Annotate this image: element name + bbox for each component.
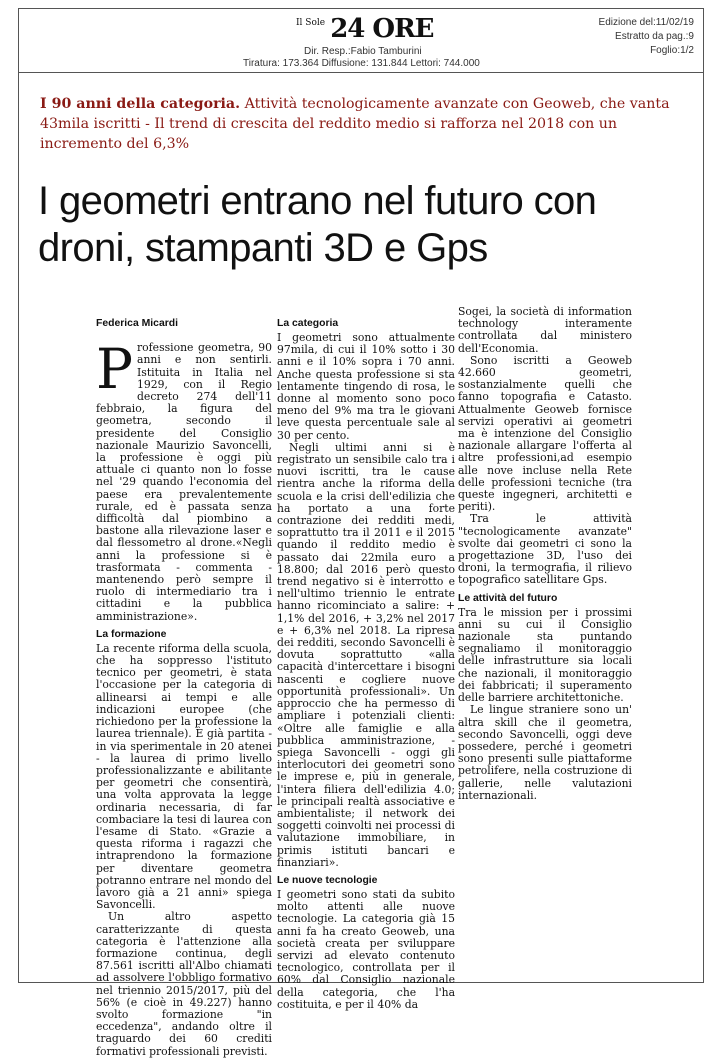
byline: Federica Micardi: [96, 318, 179, 329]
logo-small-text: Il Sole: [296, 18, 326, 28]
edition-meta: [599, 16, 694, 58]
header-divider: [18, 72, 704, 73]
lead-paragraph: Professione geometra, 90 anni e non sentirli. Istituita in Italia nel 1929, con il Regio decreto 274 dell'11 febbraio, la figura del geometra, secondo il presidente del Consiglio nazionale Maurizio Savoncelli, la professione è oggi più attuale ci quanto non lo fosse nel '29 quando l'economia del paese era prevalentemente rurale, ed è passata senza difficoltà dal piombino a bastone alla rilevazione laser e dal flessometro al drone.«Negli anni la professione si è trasformata - commenta - mantenendo però sempre il ruolo di intermediario tra i cittadini e la pubblica amministrazione».: [96, 337, 272, 623]
subhead-formazione: La formazione: [96, 628, 167, 640]
kicker-text: Attività tecnologicamente avanzate con Geoweb, che vanta 43mila iscritti - Il trend di crescita del reddito medio si rafforza nel 2018 con un incremento del 6,3%: [40, 96, 670, 152]
paragraph: I geometri sono stati da subito molto attenti alle nuove tecnologie. La categoria già 15 anni fa ha creato Geoweb, una società creata per sviluppare servizi ad elevato contenuto tecnologico, controllata per il 60% dal Consiglio nazionale della categoria, che l'ha costituita, e per il 40% da: [277, 887, 455, 1011]
article-headline: I geometri entrano nel futuro con droni, stampanti 3D e Gps: [38, 179, 597, 270]
drop-cap: P: [96, 337, 134, 402]
circulation-line: Tiratura: 173.364 Diffusione: 131.844 Lettori: 744.000: [243, 58, 480, 69]
extract-page: Estratto da pag.:9: [615, 31, 694, 42]
paragraph: Sono iscritti a Geoweb 42.660 geometri, sostanzialmente quelli che fanno topografia e Catasto. Attualmente Geoweb fornisce servizi operativi ai geometri ma è intenzione del Consiglio nazionale allargare l'offerta al altre professioni,ad esempio alle nove incluse nella Rete delle professioni tecniche (tra queste ingegneri, architetti e periti).: [458, 353, 632, 514]
article-column-2: [277, 318, 455, 1011]
article-kicker: [40, 94, 690, 154]
logo-big-text: 24 ORE: [330, 14, 434, 44]
paragraph: Tra le attività "tecnologicamente avanzate" svolte dai geometri ci sono la progettazione 3D, l'uso dei droni, la termografia, il rilievo topografico satellitare Gps.: [458, 512, 632, 587]
newspaper-logo: [296, 14, 434, 44]
paragraph: Negli ultimi anni si è registrato un sensibile calo tra i nuovi iscritti, tra le cause rientra anche la riforma della scuola e la crisi dell'edilizia che ha portato a una forte contrazione dei redditi medi, soprattutto tra il 2011 e il 2015 quando il reddito medio è passato dai 22mila euro a 18.800; dal 2016 però questo trend negativo si è interrotto e nell'ultimo triennio le entrate hanno ricominciato a salire: + 1,1% del 2016, + 3,2% nel 2017 e + 6,3% nel 2018. La ripresa dei redditi, secondo Savoncelli è dovuta soprattutto «alla capacità d'intercettare i bisogni nascenti e cogliere nuove opportunità professionali». Un approccio che ha permesso di ampliare i potenziali clienti: «Oltre alle famiglie e alla pubblica amministrazione, - spiega Savoncelli - oggi gli interlocutori dei geometri sono le imprese e, più in generale, l'intera filiera dell'edilizia 4.0; le principali realtà associative e ambientaliste; il network dei soggetti coinvolti nei processi di valutazione immobiliare, in primis istituti bancari e finanziari».: [277, 440, 455, 869]
article-column-1: [96, 318, 272, 1058]
kicker-bold: I 90 anni della categoria.: [40, 96, 241, 112]
paragraph: Sogei, la società di information technology interamente controllata dal ministero dell'Economia.: [458, 305, 632, 355]
paragraph: La recente riforma della scuola, che ha soppresso l'istituto tecnico per geometri, è stata l'occasione per la categoria di allinearsi ai tempi e alle indicazioni europee (che richiedono per la professione la laurea triennale). È già partita - in via sperimentale in 20 atenei - la laurea di primo livello professionalizzante e abilitante per geometri che consentirà, una volta approvata la legge ordinaria necessaria, di far combaciare la tesi di laurea con l'esame di Stato. «Grazie a questa riforma i ragazzi che intraprendono la formazione per diventare geometra potranno entrare nel mondo del lavoro già a 21 anni» spiega Savoncelli.: [96, 641, 272, 912]
paragraph: Tra le mission per i prossimi anni su cui il Consiglio nazionale sta puntando segnaliamo il monitoraggio delle infrastrutture sia locali che nazionali, il monitoraggio dei fabbricati; il superamento delle barriere architettoniche.: [458, 605, 632, 705]
subhead-categoria: La categoria: [277, 318, 339, 329]
director-line: Dir. Resp.:Fabio Tamburini: [304, 46, 422, 57]
paragraph: I geometri sono attualmente 97mila, di cui il 10% sotto i 30 anni e il 10% sopra i 70 anni. Anche questa professione si sta lentamente tingendo di rosa, le donne al momento sono poco meno del 9% ma tra le giovani leve questa percentuale sale al 30 per cento.: [277, 331, 455, 442]
paragraph: Un altro aspetto caratterizzante di questa categoria è l'attenzione alla formazione continua, degli 87.561 iscritti all'Albo chiamati ad assolvere l'obbligo formativo nel triennio 2015/2017, più del 56% (e cioè in 49.227) hanno svolto formazione "in eccedenza", andando oltre il traguardo dei 60 crediti formativi professionali previsti.: [96, 910, 272, 1058]
subhead-tecnologie: Le nuove tecnologie: [277, 874, 378, 886]
subhead-futuro: Le attività del futuro: [458, 592, 558, 604]
paragraph: Le lingue straniere sono un' altra skill che il geometra, secondo Savoncelli, oggi deve possedere, perché i geometri sono presenti sulle piattaforme petrolifere, nella costruzione di gallerie, nelle valutazioni internazionali.: [458, 703, 632, 802]
sheet-number: Foglio:1/2: [650, 45, 694, 56]
edition-date: Edizione del:11/02/19: [598, 17, 694, 28]
article-column-3: [458, 306, 632, 802]
